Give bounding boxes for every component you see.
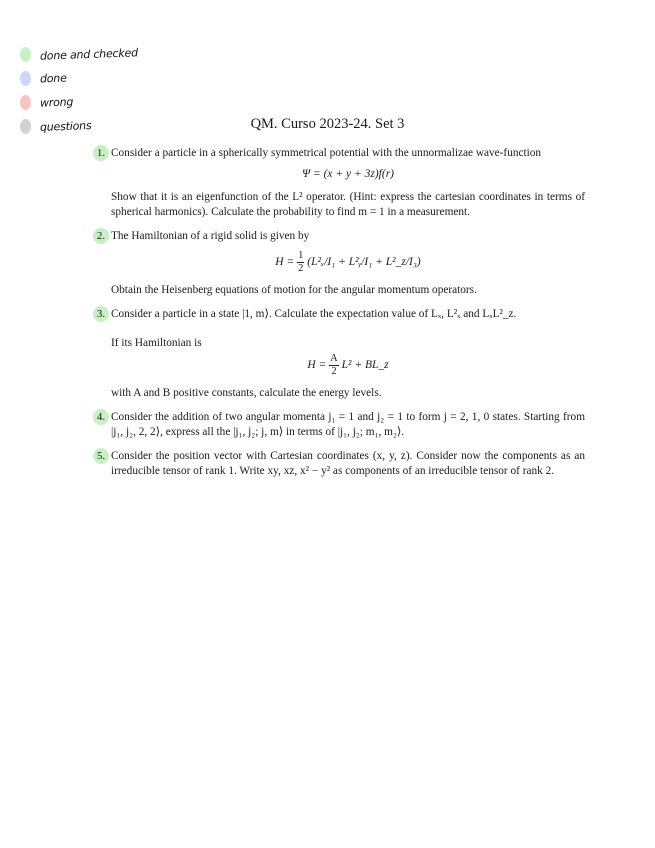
- problem-text: Show that it is an eigenfunction of the L² operator. (Hint: express the cartesian coordinates in terms of spherical harmonics). Calculate the probability to find m = 1 in a measurement.: [111, 191, 585, 218]
- legend-label: done: [39, 71, 67, 85]
- problem-number-badge: 3.: [93, 306, 109, 322]
- fraction-denominator: 2: [298, 263, 304, 274]
- green-dot-icon: [20, 47, 31, 62]
- problem-3: [93, 307, 585, 401]
- equation-fraction: [329, 353, 339, 378]
- legend-label: questions: [39, 118, 92, 134]
- fraction-numerator: A: [330, 353, 338, 364]
- problem-text: Consider the position vector with Cartesian coordinates (x, y, z). Consider now the components as an irreducible tensor of rank 1. Write xy, xz, x² − y² as components of an irreducible tensor of rank 2.: [111, 450, 585, 477]
- problem-text: Obtain the Heisenberg equations of motion for the angular momentum operators.: [111, 284, 477, 296]
- problem-number-badge: 5.: [93, 448, 109, 464]
- equation-rhs: (L²ₓ/I₁ + L²ᵧ/I₁ + L²_z/I₃): [307, 256, 421, 269]
- red-dot-icon: [20, 95, 31, 110]
- problem-intro: The Hamiltonian of a rigid solid is given by: [111, 230, 310, 242]
- problem-equation: Ψ = (x + y + 3z)f(r): [301, 168, 395, 180]
- equation-fraction: [297, 250, 304, 275]
- equation-lhs: H =: [275, 256, 295, 269]
- problem-2: [93, 229, 585, 298]
- legend-item-wrong: [20, 90, 138, 114]
- problem-number-badge: 1.: [93, 145, 109, 161]
- fraction-denominator: 2: [331, 366, 337, 377]
- problem-5: [93, 449, 585, 479]
- problem-1: [93, 146, 585, 220]
- blue-dot-icon: [20, 71, 31, 86]
- equation-lhs: H =: [307, 359, 327, 372]
- fraction-numerator: 1: [298, 250, 304, 261]
- legend-label: wrong: [39, 94, 74, 110]
- problem-middle-text: If its Hamiltonian is: [111, 337, 202, 349]
- legend-label: done and checked: [39, 45, 139, 63]
- problem-equation: [111, 250, 585, 275]
- problem-intro: Consider a particle in a state |1, m⟩. Calculate the expectation value of Lₓ, L²ₓ and LₓL²_z.: [111, 308, 517, 320]
- page-title: QM. Curso 2023-24. Set 3: [250, 116, 405, 132]
- problem-equation: [111, 353, 585, 378]
- problem-4: [93, 410, 585, 440]
- problem-list: [93, 146, 585, 488]
- legend-item-done-checked: [20, 42, 138, 66]
- problem-text: with A and B positive constants, calculate the energy levels.: [111, 387, 382, 399]
- legend-item-done: [20, 66, 138, 90]
- problem-number-badge: 4.: [93, 409, 109, 425]
- equation-rhs: L² + BL_z: [341, 359, 389, 372]
- problem-number-badge: 2.: [93, 228, 109, 244]
- problem-intro: Consider a particle in a spherically symmetrical potential with the unnormalizae wave-function: [111, 147, 542, 159]
- problem-text: Consider the addition of two angular momenta j₁ = 1 and j₂ = 1 to form j = 2, 1, 0 states. Starting from |j₁, j₂, 2, 2⟩, express all the |j₁, j₂; j, m⟩ in terms of |j₁, j₂; m₁, m₂⟩.: [111, 411, 585, 438]
